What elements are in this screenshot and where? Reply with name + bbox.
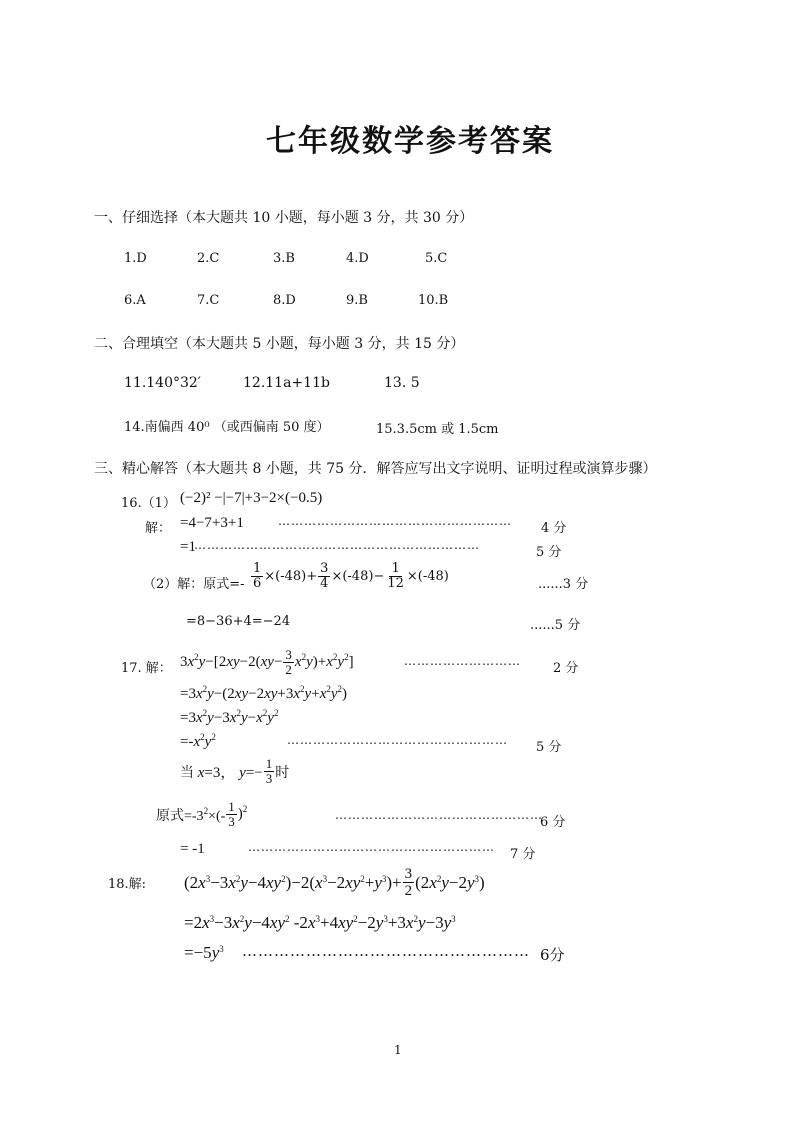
fraction: $\frac{1}{3}$ (265, 756, 273, 786)
answer-10: 10.B (418, 293, 449, 308)
section1-heading: 一、仔细选择（本大题共 10 小题，每小题 3 分，共 30 分） (94, 210, 474, 226)
page-title: 七年级数学参考答案 (266, 124, 554, 159)
answer-15: 15.3.5cm 或 1.5cm (376, 422, 499, 437)
answer-9: 9.B (346, 293, 368, 308)
q18-line1: $(2x^3-3x^2y-4xy^2)-2(x^3-2xy^2+y^3)+$ $\frac{3}{2}$ $(2x^2y-2y^3)$ (184, 866, 485, 899)
q16-part2-label: （2）解：原式=- (143, 577, 245, 592)
q18-line3: $=-5y^3$ (184, 943, 224, 962)
leader-dots: ……………………………………………… (278, 514, 512, 528)
q16-part2-expr: $\frac{1}{6}$ ×(-48)+ $\frac{3}{4}$ ×(-48)− $\frac{1}{12}$ ×(-48) (253, 561, 449, 591)
q16-part2-score: ......3 分 (538, 577, 589, 592)
section2-heading: 二、合理填空（本大题共 5 小题，每小题 3 分，共 15 分） (94, 336, 465, 352)
fraction: $\frac{3}{2}$ (285, 647, 292, 677)
fraction: $\frac{3}{2}$ (404, 866, 413, 899)
q17-result-score: 7 分 (510, 847, 536, 862)
q18-label: 18.解: (108, 877, 147, 892)
answer-1: 1.D (124, 251, 147, 266)
q16-step1: =4−7+3+1 (180, 515, 244, 531)
q16-part2-result: =8−36+4=−24 (186, 614, 291, 629)
answer-8: 8.D (273, 293, 296, 308)
q17-line1: $3x^2y-[2xy-2(xy-$ $\frac{3}{2}$ $x^2y)+x^2y^2$] (180, 647, 354, 677)
q16-step2-score: 5 分 (536, 545, 562, 560)
fraction: $\frac{1}{6}$ (253, 561, 262, 591)
q16-step2: =1 (180, 539, 196, 555)
answer-5: 5.C (425, 251, 448, 266)
leader-dots: ………………………………………… (335, 808, 543, 822)
q16-part2-result-score: ......5 分 (530, 618, 581, 633)
answer-11: 11.140°32′ (124, 375, 201, 391)
q16-step1-score: 4 分 (541, 521, 567, 536)
q17-line3: $=3x^2y-3x^2y-x^2y^2$ (180, 708, 279, 726)
leader-dots: …………………………………………… (287, 733, 508, 747)
q18-line2: $=2x^3-3x^2y-4xy^2$ $-2x^3+4xy^2-2y^3+3x^2y-3y^3$ (184, 913, 456, 932)
answer-3: 3.B (273, 251, 295, 266)
answer-6: 6.A (124, 293, 146, 308)
answer-4: 4.D (346, 251, 369, 266)
leader-dots: ……………………… (404, 654, 521, 668)
answer-7: 7.C (197, 293, 220, 308)
q16-label: 16.（1） (121, 496, 176, 511)
q17-cond-prefix: 当 (180, 765, 194, 781)
fraction: $\frac{1}{12}$ (387, 561, 404, 591)
fraction: $\frac{1}{3}$ (228, 799, 235, 829)
page-number: 1 (394, 1043, 402, 1057)
q17-line4-score: 5 分 (536, 740, 562, 755)
answer-2: 2.C (197, 251, 220, 266)
q18-line3-score: 6分 (540, 946, 565, 964)
q17-cond: 当 x=3， y=− $\frac{1}{3}$ 时 (180, 756, 290, 786)
leader-dots: ………………………………………………………… (194, 538, 480, 552)
q17-line2: $=3x^2y-(2xy-2xy+3x^2y+x^2y^2)$ (180, 684, 348, 702)
section3-heading: 三、精心解答（本大题共 8 小题，共 75 分．解答应写出文字说明、证明过程或演算步骤） (94, 461, 657, 477)
q17-result: = -1 (180, 841, 205, 857)
fraction: $\frac{3}{4}$ (320, 561, 329, 591)
q17-line4: $=-x^2y^2$ (180, 732, 216, 750)
q17-label: 17. 解： (121, 661, 172, 676)
leader-dots: ………………………………………………… (248, 840, 495, 854)
q16-problem: (−2)² −|−7|+3−2×(−0.5) (180, 490, 323, 506)
answer-12: 12.11a+11b (243, 375, 330, 391)
q17-sub: 原式$=-3^2\times(-$ $\frac{1}{3}$ )$^2$ (156, 799, 248, 829)
answer-14: 14.南偏西 40⁰ （或西偏南 50 度） (124, 420, 330, 435)
leader-dots: ……………………………………………… (242, 942, 530, 960)
q16-step1-prefix: 解： (145, 521, 172, 536)
q17-sub-score: 6 分 (540, 815, 566, 830)
q17-cond-suffix: 时 (275, 765, 290, 781)
q17-line1-score: 2 分 (553, 661, 579, 676)
answer-13: 13. 5 (384, 375, 420, 391)
